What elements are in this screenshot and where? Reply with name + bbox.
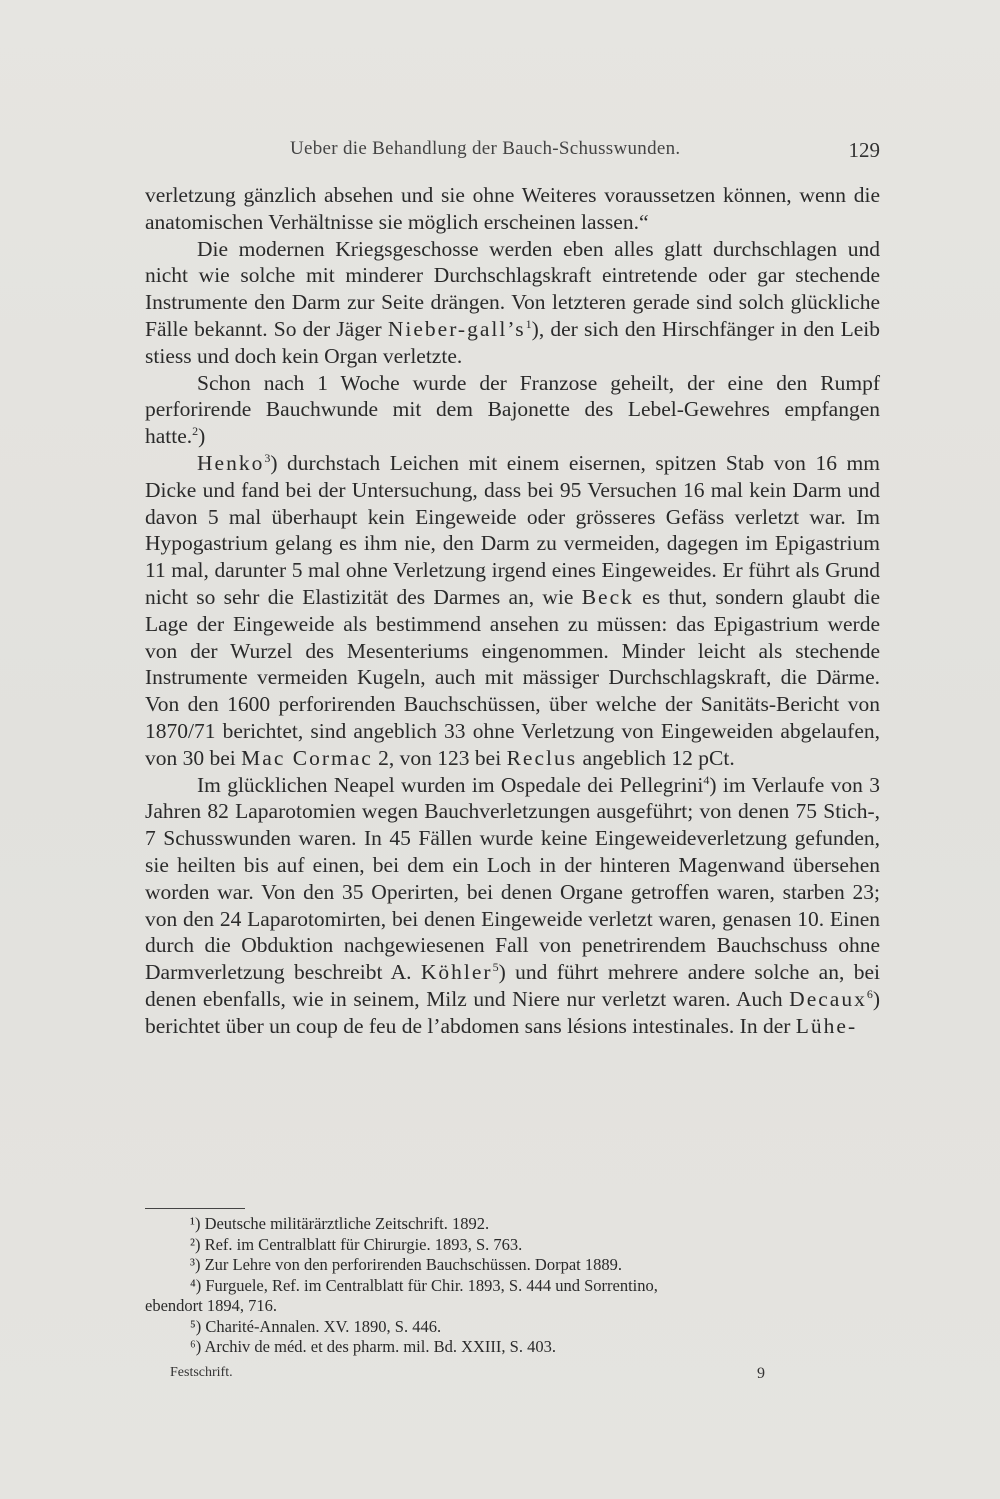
text-run: ) im Verlaufe von 3 Jahren 82 Laparotomien wegen Bauchverletzungen ausgeführt; von denen 75 Stich-, 7 Schusswunden waren. In 45 Fällen wurde keine Eingeweideverletzung gefunden, sie heilten bis auf einen, bei dem ein Loch in der hinteren Magenwand übersehen worden war. Von den 35 Operirten, bei denen Organe getroffen waren, starben 23; von den 24 Laparotomirten, bei denen Eingeweide verletzt waren, genasen 10. Einen durch die Obduktion nachgewiesenen Fall von penetrirendem Bauchschuss ohne Darmverletzung beschreibt A. xyxy=(145,772,880,985)
text-run: Nieber-gall’s xyxy=(387,316,526,341)
footnote-ref: 4 xyxy=(703,772,710,787)
footnote-ref: 5 xyxy=(492,959,499,974)
footnote: ebendort 1894, 716. xyxy=(145,1296,277,1315)
text-run: Reclus xyxy=(506,745,578,770)
text-run: ), der sich den Hirschfänger in den Leib stiess und doch kein Organ verletzte. xyxy=(145,316,880,368)
footnote-ref: 3 xyxy=(264,450,271,465)
text-run: ) durchstach Leichen mit einem eisernen, spitzen Stab von 16 mm Dicke und fand bei der Untersuchung, dass bei 95 Versuchen 16 mal kein Darm und davon 5 mal überhaupt kein Eingeweide oder grösseres Gefäss verletzt war. Im Hypogastrium gelang es ihm nie, den Darm zu vermeiden, dagegen im Epigastrium 11 mal, darunter 5 mal ohne Verletzung irgend eines Eingeweides. Er führt als Grund nicht so sehr die Elastizität des Darmes an, wie xyxy=(145,450,880,609)
footnote: ¹) Deutsche militärärztliche Zeitschrift. 1892. xyxy=(190,1214,490,1233)
text-run: Henko xyxy=(197,450,265,475)
sheet-number: 9 xyxy=(757,1365,765,1382)
text-run: Im glücklichen Neapel wurden im Ospedale dei Pellegrini xyxy=(197,772,704,797)
footnote-ref: 1 xyxy=(525,316,532,331)
text-run: verletzung gänzlich absehen und sie ohne Weiteres voraussetzen können, wenn die anatomischen Verhältnisse sie möglich erscheinen lassen.“ xyxy=(145,183,880,234)
footnote: ⁴) Furguele, Ref. im Centralblatt für Chir. 1893, S. 444 und Sorrentino, xyxy=(190,1275,658,1295)
footnotes xyxy=(145,1214,880,1358)
text-run: Die modernen Kriegsgeschosse werden eben alles glatt durchschlagen und nicht wie solche mit minderer Durchschlagskraft eintretende oder gar stechende Instrumente den Darm zur Seite drängen. Von letzteren gerade sind solch glückliche Fälle bekannt. So der Jäger xyxy=(145,236,880,341)
paragraph xyxy=(145,370,880,450)
footnote-ref: 6 xyxy=(866,986,873,1001)
paragraph xyxy=(145,236,880,370)
text-run: Schon nach 1 Woche wurde der Franzose geheilt, der eine den Rumpf perforirende Bauchwunde mit dem Bajonette des Lebel-Gewehres empfangen hatte. xyxy=(145,370,880,449)
text-run: ) xyxy=(198,424,206,449)
text-run: Decaux xyxy=(789,986,867,1011)
text-run: Köhler xyxy=(420,960,493,985)
text-run: Mac Cormac xyxy=(241,745,373,770)
page-number: 129 xyxy=(848,138,880,162)
text-run: ) berichtet über un coup de feu de l’abdomen sans lésions intestinales. In der xyxy=(145,986,880,1038)
text-run: es thut, sondern glaubt die Lage der Eingeweide als bestimmend ansehen zu müssen: das Epigastrium werde von der Wurzel des Mesenteriums eingenommen. Minder leicht als stechende Instrumente vermeiden Kugeln, auch mit mässiger Durchschlagskraft, die Därme. Von den 1600 perforirenden Bauchschüssen, über welche der Sanitäts-Bericht von 1870/71 berichtet, sind angeblich 33 ohne Verletzung von Eingeweiden abgelaufen, von 30 bei xyxy=(145,584,880,770)
paragraph xyxy=(145,772,880,1040)
page-footer xyxy=(145,1365,765,1389)
text-run: ) und führt mehrere andere solche an, bei denen ebenfalls, wie in seinem, Milz und Niere nur verletzt waren. Auch xyxy=(145,960,880,1011)
text-run: Beck xyxy=(581,584,634,609)
footnote: ²) Ref. im Centralblatt für Chirurgie. 1893, S. 763. xyxy=(190,1234,523,1254)
running-title: Ueber die Behandlung der Bauch-Schusswunden. xyxy=(290,138,681,159)
text-run: angeblich 12 pCt. xyxy=(577,745,735,770)
paragraph xyxy=(145,182,880,236)
body-text xyxy=(145,182,880,1040)
text-run: Lühe- xyxy=(795,1013,858,1038)
footnote-ref: 2 xyxy=(192,424,199,439)
footnote: ⁵) Charité-Annalen. XV. 1890, S. 446. xyxy=(190,1316,442,1336)
paragraph xyxy=(145,450,880,772)
footnote-rule xyxy=(145,1208,245,1209)
text-run: 2, von 123 bei xyxy=(372,745,507,770)
page-header xyxy=(145,138,880,168)
signature-mark: Festschrift. xyxy=(170,1365,233,1380)
footnote: ⁶) Archiv de méd. et des pharm. mil. Bd. XXIII, S. 403. xyxy=(190,1337,556,1356)
footnote: ³) Zur Lehre von den perforirenden Bauchschüssen. Dorpat 1889. xyxy=(190,1255,622,1274)
